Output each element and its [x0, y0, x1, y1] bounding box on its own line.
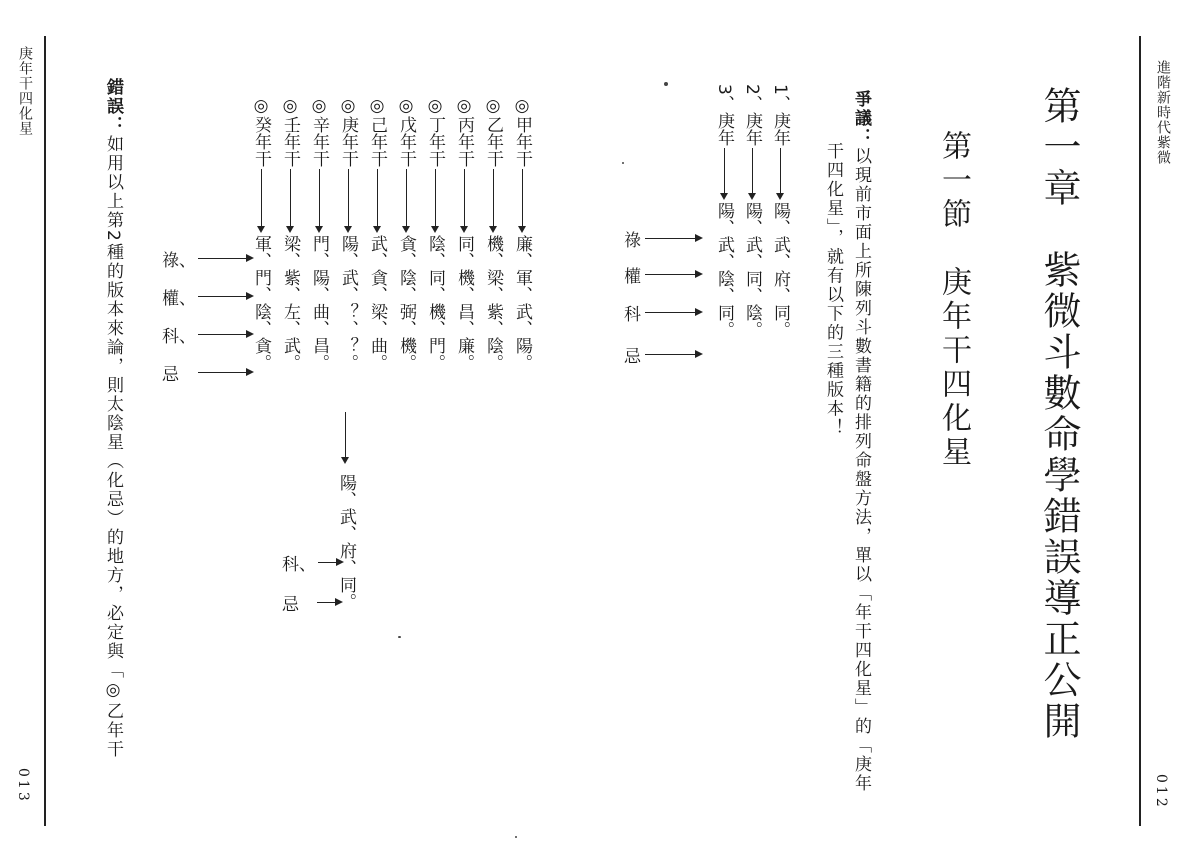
stem-prefix: ◎丙年干	[454, 96, 474, 167]
hua-label-row	[624, 342, 703, 367]
down-arrow-icon	[257, 167, 267, 235]
running-head-right: 進階新時代紫微	[1155, 60, 1171, 165]
hua-label-ke: 科	[624, 305, 641, 325]
stem-yi	[481, 96, 506, 371]
stem-result: 同、機、昌、廉。	[454, 235, 474, 371]
down-arrow-icon	[344, 167, 354, 235]
down-arrow-icon	[748, 146, 758, 202]
version-3-prefix: 3、庚年	[714, 84, 734, 146]
right-arrow-icon	[318, 558, 344, 568]
scan-speck	[398, 636, 401, 638]
dispute-label: 爭議：	[851, 90, 871, 147]
stem-result: 貪、陰、弼、機。	[396, 235, 416, 371]
down-arrow-icon	[776, 146, 786, 202]
down-arrow-icon	[341, 410, 351, 466]
hua-label-quan: 權、	[162, 289, 196, 309]
down-arrow-icon	[720, 146, 730, 202]
down-arrow-icon	[315, 167, 325, 235]
stem-prefix: ◎庚年干	[338, 96, 358, 167]
geng-expansion: 陽、武、府、同。	[336, 474, 356, 610]
stem-prefix: ◎壬年干	[280, 96, 300, 167]
right-arrow-icon	[198, 292, 254, 302]
stem-geng	[336, 96, 361, 371]
hua-label-row	[624, 262, 703, 287]
error-paragraph	[104, 78, 121, 759]
version-1-prefix: 1、庚年	[770, 84, 790, 146]
right-arrow-icon	[317, 598, 343, 608]
page-number-left: 013	[15, 768, 31, 804]
right-arrow-icon	[198, 368, 254, 378]
version-2	[740, 84, 765, 338]
right-arrow-icon	[198, 254, 254, 264]
geng-label-ji	[282, 590, 343, 615]
hua-label-row	[162, 284, 254, 309]
hua-label-quan: 權	[624, 267, 641, 287]
hua-label-lu: 祿	[624, 231, 641, 251]
stem-result: 陽、武、？、？。	[338, 235, 358, 371]
chapter-title: 第一章 紫微斗數命學錯誤導正公開	[1037, 86, 1081, 742]
section-title: 第一節 庚年干四化星	[936, 130, 971, 470]
stem-result: 機、梁、紫、陰。	[483, 235, 503, 371]
stem-result: 武、貪、梁、曲。	[367, 235, 387, 371]
stem-prefix: ◎辛年干	[309, 96, 329, 167]
right-arrow-icon	[645, 308, 703, 318]
stem-ji	[365, 96, 390, 371]
version-2-result: 陽、武、同、陰。	[742, 201, 762, 338]
down-arrow-icon	[460, 167, 470, 235]
stem-result: 門、陽、曲、昌。	[309, 235, 329, 371]
dispute-text-1: 以現前市面上所陳列斗數書籍的排列命盤方法，單以「年干四化星」的「庚年	[851, 147, 871, 793]
version-3	[712, 84, 737, 338]
hua-label-ji: 忌	[162, 365, 179, 385]
scan-speck	[515, 836, 517, 838]
scan-speck	[622, 162, 624, 164]
right-arrow-icon	[645, 234, 703, 244]
version-2-prefix: 2、庚年	[742, 84, 762, 146]
right-arrow-icon	[198, 330, 254, 340]
down-arrow-icon	[431, 167, 441, 235]
stem-result: 軍、門、陰、貪。	[251, 235, 271, 371]
running-head-left: 庚年干四化星	[17, 46, 33, 136]
stem-jia	[510, 96, 535, 371]
down-arrow-icon	[402, 167, 412, 235]
stem-bing	[452, 96, 477, 371]
stem-prefix: ◎乙年干	[483, 96, 503, 167]
stem-prefix: ◎戊年干	[396, 96, 416, 167]
stem-result: 梁、紫、左、武。	[280, 235, 300, 371]
stem-prefix: ◎癸年干	[251, 96, 271, 167]
dispute-paragraph	[852, 90, 869, 793]
down-arrow-icon	[518, 167, 528, 235]
hua-label-row	[624, 300, 703, 325]
geng-label-ke	[282, 550, 344, 575]
stem-ding	[423, 96, 448, 371]
page-border-left	[44, 36, 46, 826]
version-1-result: 陽、武、府、同。	[770, 201, 790, 338]
version-1	[768, 84, 793, 338]
stem-result: 陰、同、機、門。	[425, 235, 445, 371]
page-border-right	[1139, 36, 1141, 826]
hua-label-row	[162, 360, 254, 385]
stem-xin	[307, 96, 332, 371]
hua-label-ji: 忌	[624, 347, 641, 367]
hua-label-ke: 科、	[162, 327, 196, 347]
stem-ren	[278, 96, 303, 371]
hua-label-row	[624, 226, 703, 251]
hua-label-row	[162, 246, 254, 271]
right-arrow-icon	[645, 350, 703, 360]
down-arrow-icon	[489, 167, 499, 235]
right-arrow-icon	[645, 270, 703, 280]
hua-label-ke: 科、	[282, 555, 316, 575]
down-arrow-icon	[373, 167, 383, 235]
version-3-result: 陽、武、陰、同。	[714, 201, 734, 338]
error-label: 錯誤：	[103, 78, 123, 135]
error-text: 如用以上第2種的版本來論，則太陰星（化忌）的地方，必定與「◎乙年干	[103, 135, 123, 759]
dispute-paragraph-cont: 干四化星」，就有以下的三種版本！	[823, 142, 843, 438]
page-number-right: 012	[1153, 774, 1169, 810]
stem-prefix: ◎丁年干	[425, 96, 445, 167]
hua-label-lu: 祿、	[162, 251, 196, 271]
stem-wu	[394, 96, 419, 371]
stem-result: 廉、軍、武、陽。	[512, 235, 532, 371]
hua-label-row	[162, 322, 254, 347]
stem-prefix: ◎己年干	[367, 96, 387, 167]
stem-prefix: ◎甲年干	[512, 96, 532, 167]
scan-speck	[664, 82, 668, 86]
hua-label-ji: 忌	[282, 595, 299, 615]
down-arrow-icon	[286, 167, 296, 235]
